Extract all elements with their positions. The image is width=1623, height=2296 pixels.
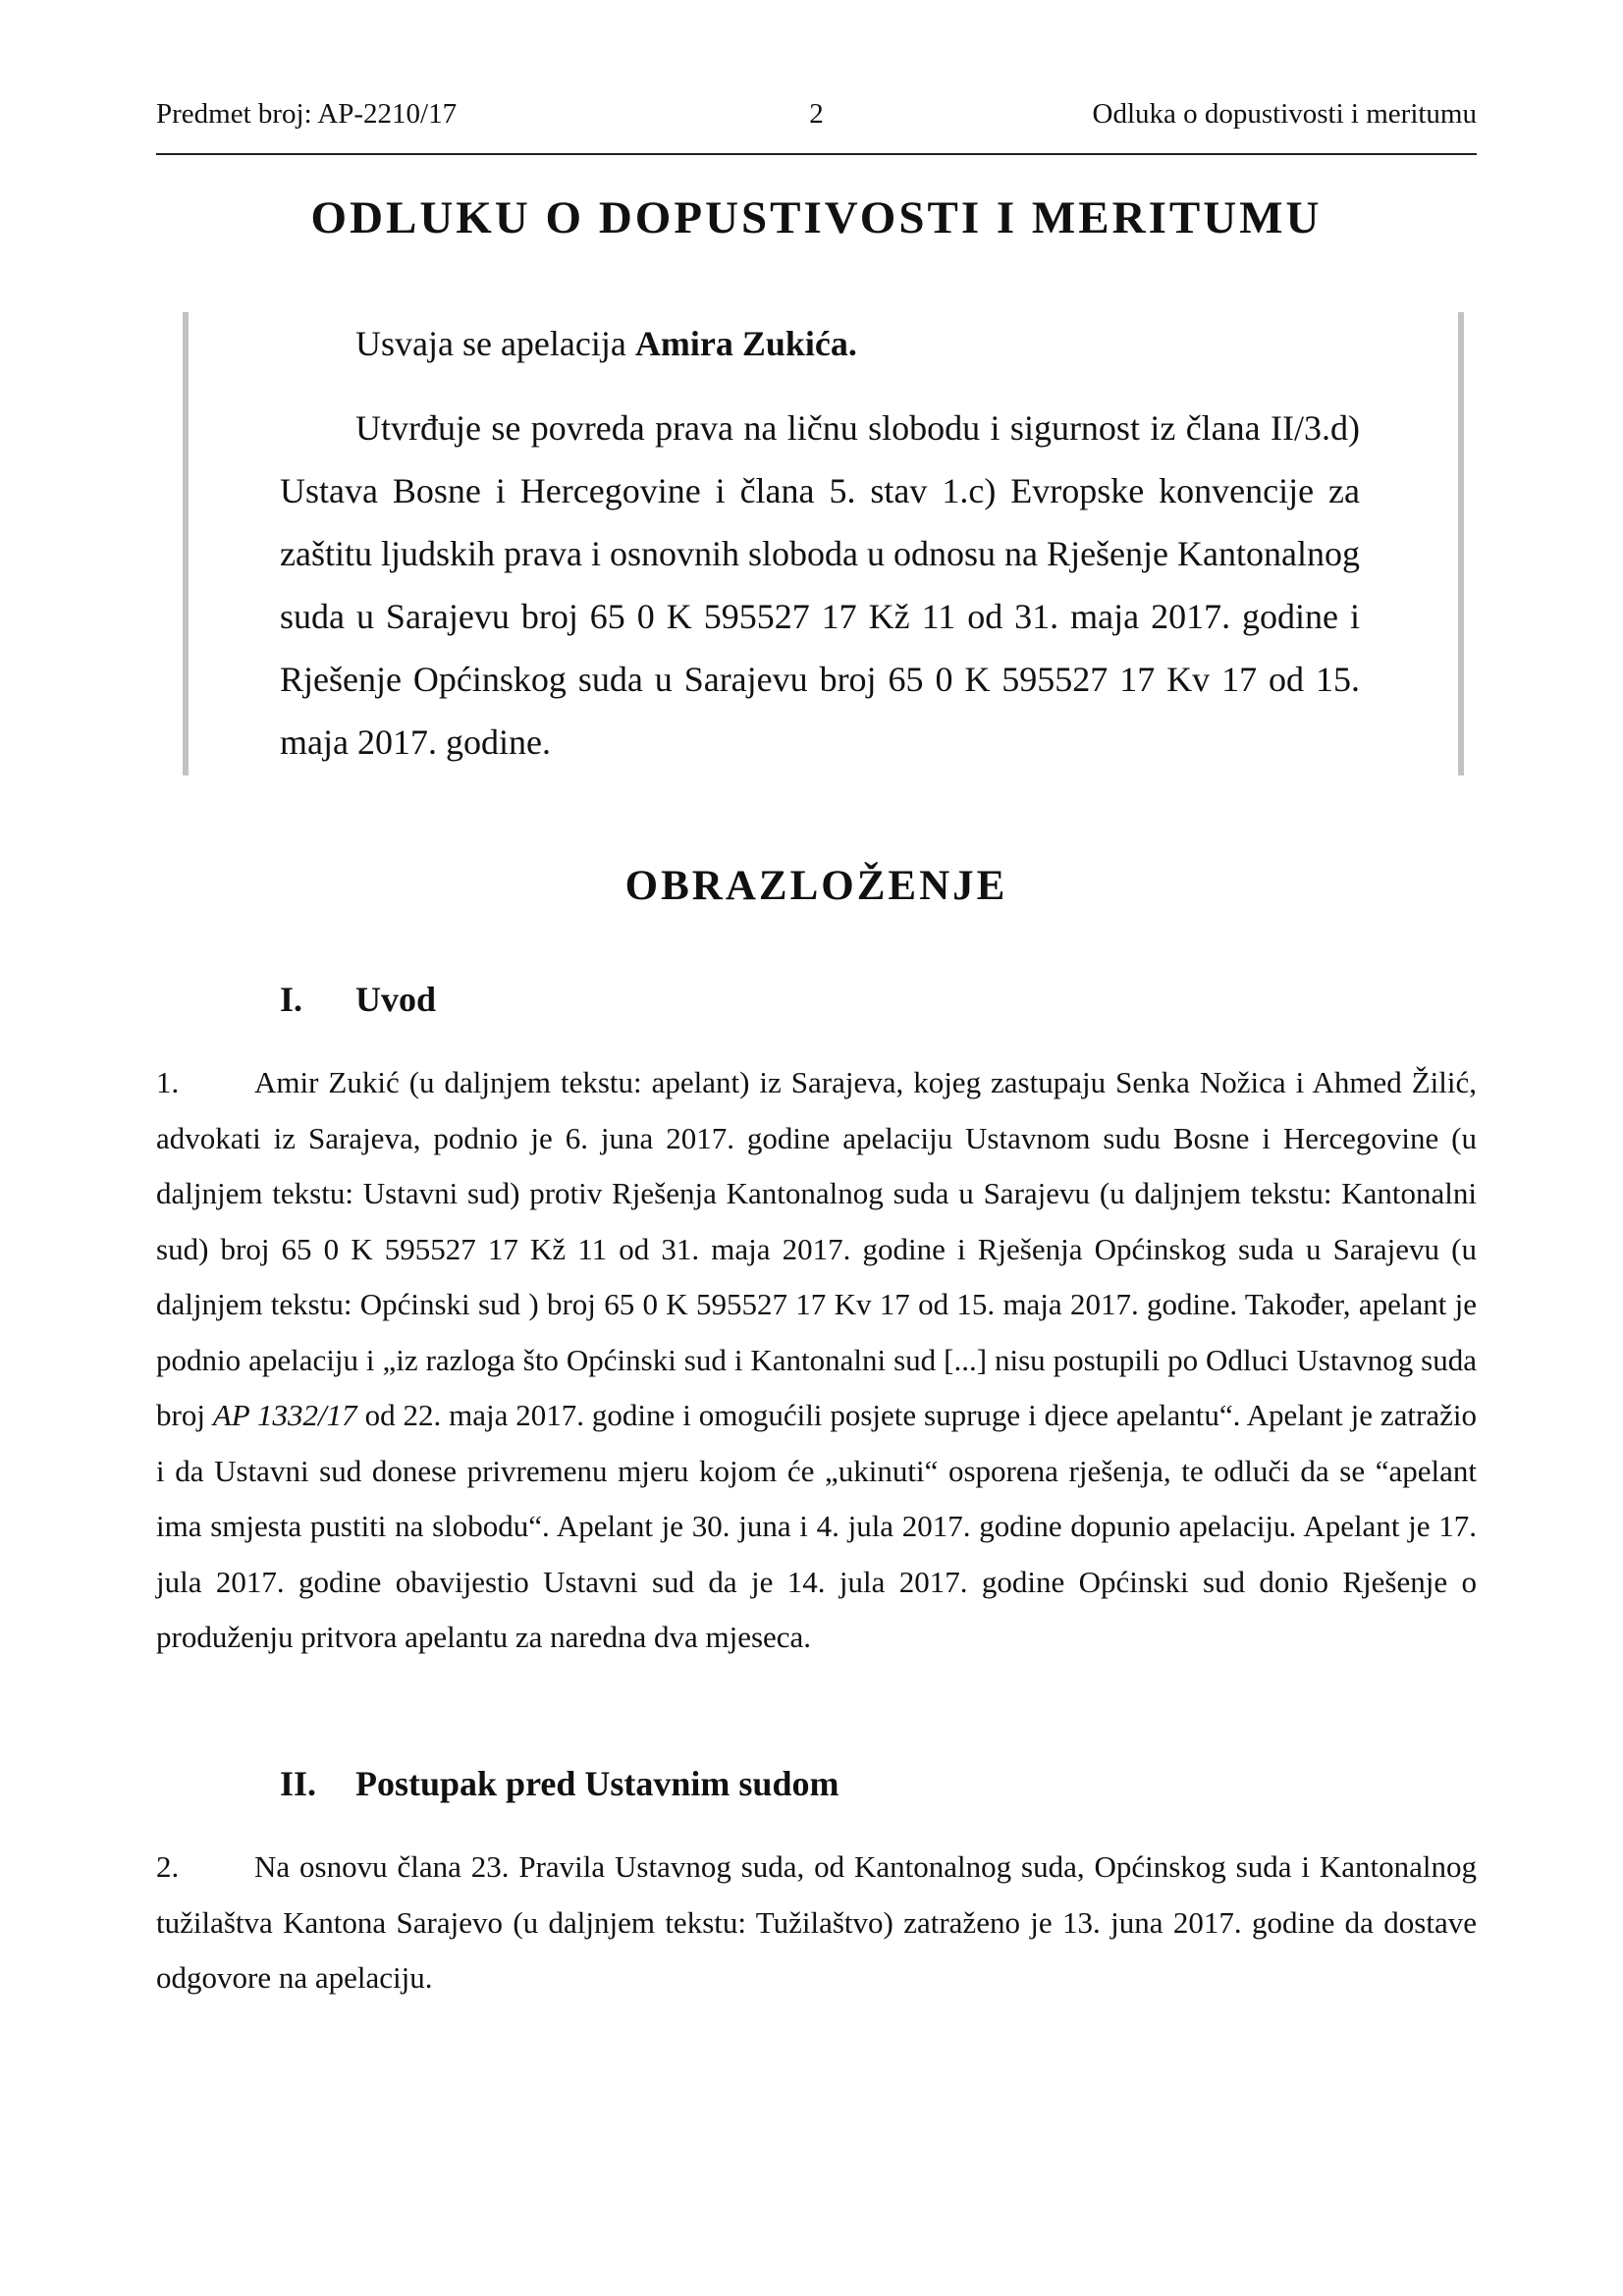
section-title: Uvod [355, 980, 437, 1019]
paragraph-number: 1. [156, 1065, 180, 1099]
decision-text [280, 312, 1360, 774]
reasoning-title: OBRAZLOŽENJE [624, 863, 1008, 909]
case-number: Predmet broj: AP-2210/17 [156, 98, 458, 130]
document-type: Odluka o dopustivosti i meritumu [1092, 98, 1477, 130]
appellant-name: Amira Zukića. [634, 324, 857, 363]
section-number: I. [280, 980, 303, 1019]
section-number: II. [280, 1764, 317, 1803]
paragraph-text: Na osnovu člana 23. Pravila Ustavnog suda, od Kantonalnog suda, Općinskog suda i Kantonalnog tužilaštva Kantona Sarajevo (u daljnjem tekstu: Tužilaštvo) zatraženo je 13. juna 2017. godine da dostave odgovore na apelaciju. [156, 1849, 1477, 1995]
section-heading-intro [280, 979, 436, 1020]
paragraph-text-b: od 22. maja 2017. godine i omogućili posjete supruge i djece apelantu“. Apelant je zatražio i da Ustavni sud donese privremenu mjeru kojom će „ukinuti“ osporena rješenja, te odluči da se “apelant ima smjesta pustiti na slobodu“. Apelant je 30. juna i 4. jula 2017. godine dopunio apelaciju. Apelant je 17. jula 2017. godine obavijestio Ustavni sud da je 14. jula 2017. godine Općinski sud donio Rješenje o produženju pritvora apelantu za naredna dva mjeseca. [156, 1398, 1477, 1654]
decision-box [183, 312, 1464, 775]
page-number: 2 [809, 98, 824, 130]
running-header [156, 94, 1477, 155]
section-title: Postupak pred Ustavnim sudom [355, 1764, 839, 1803]
section-heading-procedure [280, 1763, 839, 1804]
decision-title: ODLUKU O DOPUSTIVOSTI I MERITUMU [310, 192, 1323, 243]
paragraph-2 [156, 1840, 1477, 2006]
decision-p1-text: Usvaja se apelacija [355, 324, 635, 363]
case-reference: AP 1332/17 [212, 1398, 357, 1432]
paragraph-text-a: Amir Zukić (u daljnjem tekstu: apelant) iz Sarajeva, kojeg zastupaju Senka Nožica i Ahmed Žilić, advokati iz Sarajeva, podnio je 6. juna 2017. godine apelaciju Ustavnom sudu Bosne i Hercegovine (u daljnjem tekstu: Ustavni sud) protiv Rješenja Kantonalnog suda u Sarajevu (u daljnjem tekstu: Kantonalni sud) broj 65 0 K 595527 17 Kž 11 od 31. maja 2017. godine i Rješenja Općinskog suda u Sarajevu (u daljnjem tekstu: Općinski sud ) broj 65 0 K 595527 17 Kv 17 od 15. maja 2017. godine. Također, apelant je podnio apelaciju i „iz razloga što Općinski sud i Kantonalni sud [...] nisu postupili po Odluci Ustavnog suda broj [156, 1065, 1477, 1432]
paragraph-number: 2. [156, 1849, 180, 1884]
decision-paragraph-1 [280, 312, 1360, 375]
decision-paragraph-2: Utvrđuje se povreda prava na ličnu slobodu i sigurnost iz člana II/3.d) Ustava Bosne i Hercegovine i člana 5. stav 1.c) Evropske konvencije za zaštitu ljudskih prava i osnovnih sloboda u odnosu na Rješenje Kantonalnog suda u Sarajevu broj 65 0 K 595527 17 Kž 11 od 31. maja 2017. godine i Rješenje Općinskog suda u Sarajevu broj 65 0 K 595527 17 Kv 17 od 15. maja 2017. godine. [280, 408, 1360, 762]
paragraph-1 [156, 1055, 1477, 1666]
